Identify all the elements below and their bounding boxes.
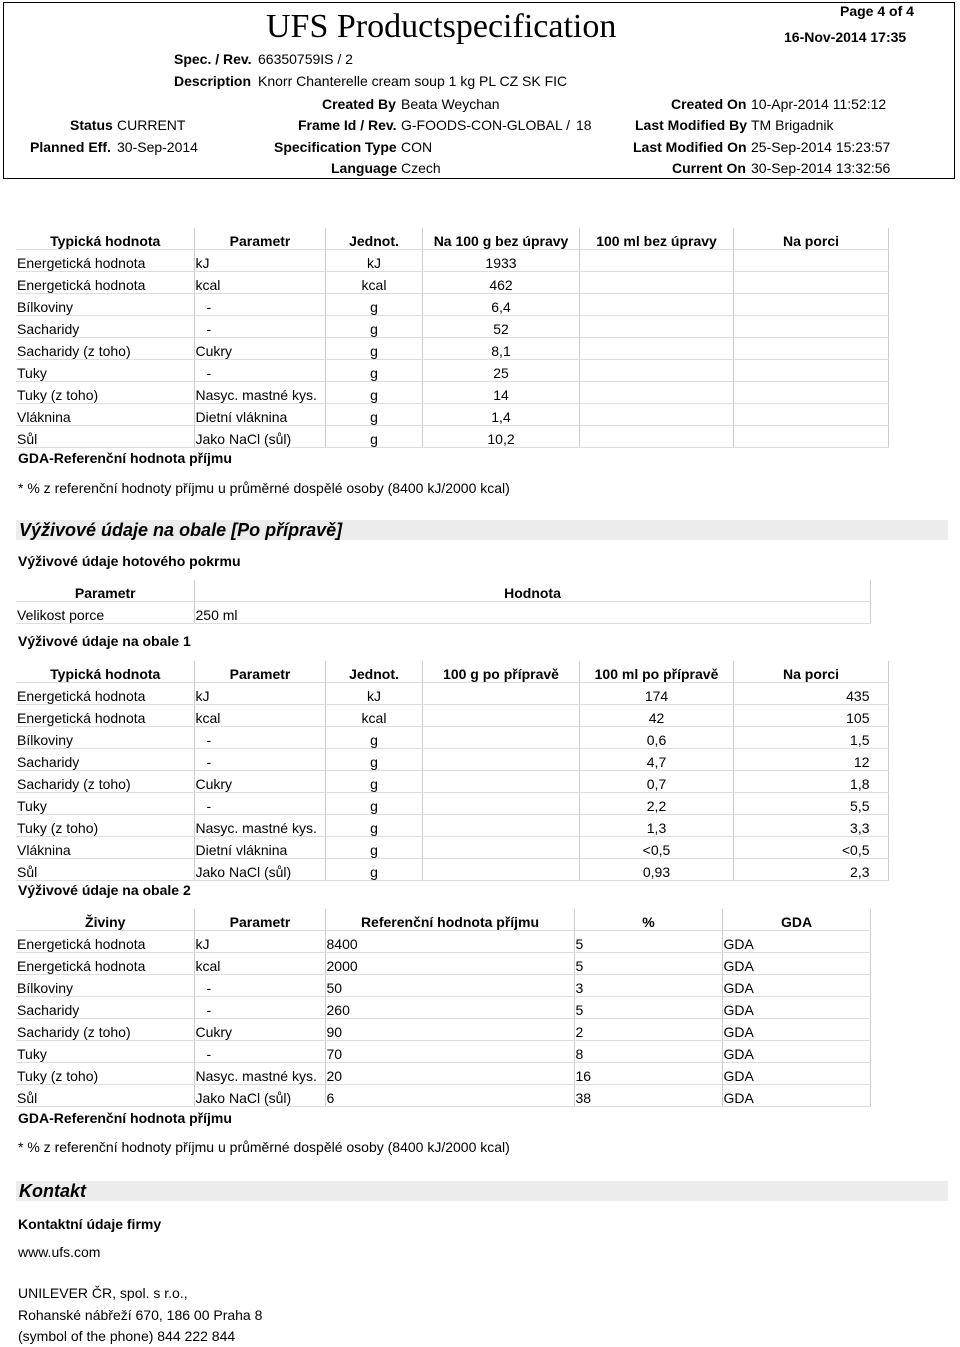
table-header-row [16,661,888,683]
column-header: Na porci [733,661,888,683]
table-cell: Energetická hodnota [16,272,194,294]
table-cell: 52 [422,316,579,338]
table-header-row [16,228,888,250]
table-cell: Vláknina [16,404,194,426]
section-title: Výživové údaje na obale [Po přípravě] [19,520,343,540]
table-cell: 3 [574,975,722,997]
table-cell: Energetická hodnota [16,250,194,272]
last-mod-on-label: Last Modified On [633,139,747,155]
column-header: 100 ml bez úpravy [579,228,733,250]
table-cell: 2,3 [733,859,888,881]
portion-table [16,580,871,624]
company-name: UNILEVER ČR, spol. s r.o., [18,1285,188,1301]
table-row [16,602,870,624]
column-header: Na 100 g bez úpravy [422,228,579,250]
table-cell: Nasyc. mastné kys. [194,382,325,404]
table-cell [733,360,888,382]
print-date: 16-Nov-2014 17:35 [784,29,907,45]
gda-note: * % z referenční hodnoty příjmu u průměrné dospělé osoby (8400 kJ/2000 kcal) [18,480,510,496]
last-mod-on-value: 25-Sep-2014 15:23:57 [751,139,891,155]
current-on-value: 30-Sep-2014 13:32:56 [751,160,891,176]
table-cell: g [325,316,422,338]
section-header [16,520,948,540]
table-cell [733,316,888,338]
table-cell: 1,4 [422,404,579,426]
company-phone: (symbol of the phone) 844 222 844 [18,1328,236,1344]
table-cell: Dietní vláknina [194,837,325,859]
table-cell: 16 [574,1063,722,1085]
table-cell [422,837,579,859]
description-label: Description [174,73,252,89]
table-cell: Energetická hodnota [16,683,194,705]
table-cell: GDA [722,975,870,997]
table-cell: Bílkoviny [16,727,194,749]
table-cell: 2 [574,1019,722,1041]
spec-type-label: Specification Type [274,139,397,155]
table-cell: Bílkoviny [16,975,194,997]
table-row [16,997,870,1019]
table-cell [422,859,579,881]
table-cell: GDA [722,1041,870,1063]
column-header: Typická hodnota [16,228,194,250]
table-cell: kcal [194,953,325,975]
table-cell [422,683,579,705]
table-row [16,859,888,881]
table-cell: - [194,360,325,382]
table-cell: 3,3 [733,815,888,837]
column-header: Hodnota [194,580,870,602]
table-cell: kJ [194,250,325,272]
planned-value: 30-Sep-2014 [117,139,198,155]
table-cell: kcal [194,272,325,294]
table-cell: g [325,426,422,448]
table-cell: 25 [422,360,579,382]
table-cell: g [325,382,422,404]
table-row [16,815,888,837]
table-cell [579,272,733,294]
table-cell: 260 [325,997,574,1019]
table-cell: Nasyc. mastné kys. [194,815,325,837]
table-row [16,338,888,360]
subsection-title: Výživové údaje hotového pokrmu [18,553,241,569]
table-row [16,382,888,404]
table-row [16,294,888,316]
table-cell: <0,5 [579,837,733,859]
table-cell: 5,5 [733,793,888,815]
table-row [16,727,888,749]
page-number: Page 4 of 4 [840,3,914,19]
table-cell: 8,1 [422,338,579,360]
table-cell: 38 [574,1085,722,1107]
table-cell: Sacharidy [16,997,194,1019]
table-cell: Sůl [16,859,194,881]
table-cell: 1,3 [579,815,733,837]
table-cell: Cukry [194,771,325,793]
table-cell: g [325,815,422,837]
table-cell: GDA [722,1063,870,1085]
created-on-label: Created On [671,96,747,112]
table-cell [733,338,888,360]
table-cell: 1,5 [733,727,888,749]
gda-note: * % z referenční hodnoty příjmu u průměrné dospělé osoby (8400 kJ/2000 kcal) [18,1139,510,1155]
table-cell [733,250,888,272]
table-cell: kJ [325,683,422,705]
table-cell: Tuky (z toho) [16,382,194,404]
column-header: Typická hodnota [16,661,194,683]
gda-label: GDA-Referenční hodnota příjmu [18,1110,232,1126]
table-cell [579,404,733,426]
nutrition-table-prepared [16,661,889,881]
last-mod-by-label: Last Modified By [635,117,748,133]
table-cell: 4,7 [579,749,733,771]
table-cell: Sacharidy (z toho) [16,771,194,793]
table-row [16,1019,870,1041]
table-header-row [16,909,870,931]
column-header: Parametr [194,909,325,931]
created-by-label: Created By [322,96,396,112]
contact-heading: Kontaktní údaje firmy [18,1216,162,1232]
spec-rev-value: 66350759IS / 2 [258,51,353,67]
table-cell: 250 ml [194,602,870,624]
table-cell: Sacharidy [16,749,194,771]
table-cell [579,426,733,448]
created-by-value: Beata Weychan [401,96,500,112]
table-cell: Tuky [16,1041,194,1063]
section-title: Kontakt [19,1181,86,1201]
table-cell: Tuky (z toho) [16,1063,194,1085]
table-row [16,1085,870,1107]
table-cell: 0,7 [579,771,733,793]
table-cell: GDA [722,997,870,1019]
column-header: 100 ml po přípravě [579,661,733,683]
table-cell: Sacharidy (z toho) [16,1019,194,1041]
table-row [16,953,870,975]
company-address: Rohanské nábřeží 670, 186 00 Praha 8 [18,1307,263,1323]
language-value: Czech [401,160,441,176]
table-cell: Jako NaCl (sůl) [194,859,325,881]
table-cell [422,815,579,837]
table-cell: GDA [722,953,870,975]
table-cell: Cukry [194,338,325,360]
column-header: Na porci [733,228,888,250]
table-row [16,1063,870,1085]
subsection-title: Výživové údaje na obale 1 [18,633,191,649]
column-header: % [574,909,722,931]
table-cell: 6,4 [422,294,579,316]
table-cell: g [325,749,422,771]
column-header: Jednot. [325,661,422,683]
table-cell: 42 [579,705,733,727]
table-cell: 5 [574,953,722,975]
spec-rev-label: Spec. / Rev. [174,51,252,67]
gda-label: GDA-Referenční hodnota příjmu [18,450,232,466]
table-cell: g [325,294,422,316]
table-cell: g [325,771,422,793]
gda-table [16,909,871,1107]
table-row [16,705,888,727]
table-cell: Nasyc. mastné kys. [194,1063,325,1085]
table-row [16,1041,870,1063]
table-header-row [16,580,870,602]
table-cell: - [194,1041,325,1063]
header-box [3,2,955,179]
table-cell: Energetická hodnota [16,931,194,953]
table-cell: Vláknina [16,837,194,859]
table-cell: Tuky (z toho) [16,815,194,837]
created-on-value: 10-Apr-2014 11:52:12 [751,96,887,112]
table-cell: Sůl [16,1085,194,1107]
column-header: Parametr [16,580,194,602]
table-cell: Jako NaCl (sůl) [194,1085,325,1107]
column-header: Referenční hodnota příjmu [325,909,574,931]
table-cell: 462 [422,272,579,294]
website-link[interactable]: www.ufs.com [18,1244,101,1260]
frame-value: G-FOODS-CON-GLOBAL / [401,117,571,133]
table-row [16,683,888,705]
table-cell: 90 [325,1019,574,1041]
table-row [16,404,888,426]
table-cell [733,272,888,294]
table-cell: g [325,338,422,360]
table-cell [579,382,733,404]
table-cell [579,294,733,316]
table-cell: 70 [325,1041,574,1063]
frame-rev: 18 [576,117,592,133]
table-cell: - [194,793,325,815]
table-cell [422,727,579,749]
table-cell: 8400 [325,931,574,953]
table-cell: - [194,749,325,771]
table-cell: 105 [733,705,888,727]
table-row [16,931,870,953]
table-cell [422,793,579,815]
table-cell: g [325,360,422,382]
column-header: Parametr [194,228,325,250]
table-cell [733,426,888,448]
table-cell: 0,6 [579,727,733,749]
table-cell: 435 [733,683,888,705]
table-cell: 1933 [422,250,579,272]
table-cell [579,338,733,360]
column-header: Jednot. [325,228,422,250]
table-cell [422,705,579,727]
table-cell [733,404,888,426]
table-cell: 2,2 [579,793,733,815]
table-cell: Cukry [194,1019,325,1041]
table-cell: GDA [722,1019,870,1041]
description-value: Knorr Chanterelle cream soup 1 kg PL CZ SK FIC [258,73,568,89]
planned-label: Planned Eff. [30,139,111,155]
table-row [16,771,888,793]
table-cell: 50 [325,975,574,997]
table-cell: GDA [722,1085,870,1107]
table-cell: Energetická hodnota [16,705,194,727]
table-cell: 0,93 [579,859,733,881]
table-cell: g [325,793,422,815]
table-cell: kJ [194,931,325,953]
column-header: GDA [722,909,870,931]
table-cell: - [194,316,325,338]
table-cell: Tuky [16,793,194,815]
table-row [16,975,870,997]
table-cell: 12 [733,749,888,771]
table-row [16,426,888,448]
table-row [16,272,888,294]
table-cell: Tuky [16,360,194,382]
column-header: 100 g po přípravě [422,661,579,683]
table-cell: kJ [194,683,325,705]
table-cell: Sacharidy [16,316,194,338]
table-row [16,749,888,771]
column-header: Živiny [16,909,194,931]
table-cell: g [325,837,422,859]
table-cell: Sůl [16,426,194,448]
table-cell: - [194,294,325,316]
subsection-title: Výživové údaje na obale 2 [18,882,191,898]
table-cell [579,360,733,382]
table-cell: Sacharidy (z toho) [16,338,194,360]
table-cell: 6 [325,1085,574,1107]
table-cell: 20 [325,1063,574,1085]
table-cell: kcal [325,272,422,294]
table-row [16,837,888,859]
table-cell: <0,5 [733,837,888,859]
table-cell: 2000 [325,953,574,975]
table-cell: GDA [722,931,870,953]
table-cell: kcal [194,705,325,727]
table-cell: 8 [574,1041,722,1063]
table-cell: Bílkoviny [16,294,194,316]
current-on-label: Current On [672,160,746,176]
table-cell: 14 [422,382,579,404]
spec-type-value: CON [401,139,433,155]
table-cell: 10,2 [422,426,579,448]
table-cell: kcal [325,705,422,727]
last-mod-by-value: TM Brigadnik [751,117,834,133]
table-cell: g [325,859,422,881]
table-row [16,360,888,382]
table-cell: Dietní vláknina [194,404,325,426]
table-cell [579,250,733,272]
table-cell: Energetická hodnota [16,953,194,975]
table-row [16,316,888,338]
table-cell: 1,8 [733,771,888,793]
table-cell: - [194,997,325,1019]
column-header: Parametr [194,661,325,683]
frame-label: Frame Id / Rev. [298,117,397,133]
status-label: Status [70,117,113,133]
table-cell: Velikost porce [16,602,194,624]
table-cell [422,749,579,771]
table-cell: kJ [325,250,422,272]
table-cell: 174 [579,683,733,705]
table-cell: Jako NaCl (sůl) [194,426,325,448]
table-cell [733,294,888,316]
table-row [16,250,888,272]
language-label: Language [331,160,398,176]
section-header [16,1181,948,1201]
table-cell: - [194,975,325,997]
nutrition-table-unprepared [16,228,889,448]
doc-title: UFS Productspecification [266,8,617,45]
table-cell [733,382,888,404]
table-cell [579,316,733,338]
table-cell [422,771,579,793]
table-cell: - [194,727,325,749]
status-value: CURRENT [117,117,186,133]
table-row [16,793,888,815]
table-cell: g [325,727,422,749]
table-cell: 5 [574,931,722,953]
table-cell: g [325,404,422,426]
table-cell: 5 [574,997,722,1019]
